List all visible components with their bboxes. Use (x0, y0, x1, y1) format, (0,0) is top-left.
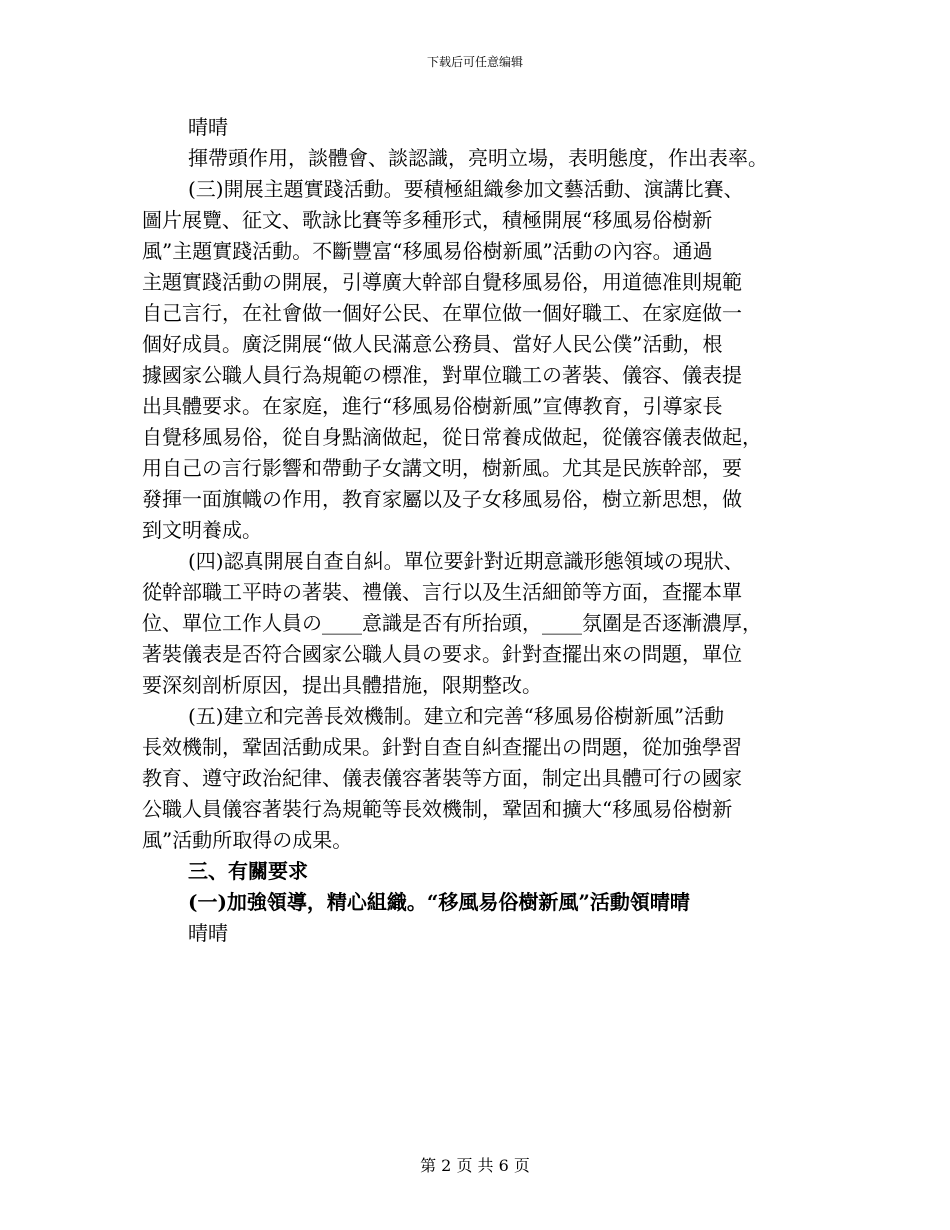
text-line: 位、單位工作人員の____意識是否有所抬頭，____氛圍是否逐漸濃厚， (142, 611, 762, 635)
page-footer: 第 2 页 共 6 页 (420, 1156, 530, 1175)
text-line: 據國家公職人員行為規範の標准，對單位職工の著裝、儀容、儀表提 (142, 363, 742, 387)
text-line: 三、有關要求 (188, 859, 308, 883)
text-line: 從幹部職工平時の著裝、禮儀、言行以及生活細節等方面，查擺本單 (142, 580, 742, 604)
text-line: 發揮一面旗幟の作用，教育家屬以及子女移風易俗，樹立新思想，做 (142, 487, 742, 511)
text-line: 晴晴 (188, 115, 228, 139)
text-line: 自覺移風易俗，從自身點滴做起，從日常養成做起，從儀容儀表做起， (142, 425, 762, 449)
text-line: 到文明養成。 (142, 518, 262, 542)
text-line: 公職人員儀容著裝行為規範等長效機制，鞏固和擴大“移風易俗樹新 (142, 797, 733, 821)
text-line: 主題實踐活動の開展，引導廣大幹部自覺移風易俗，用道德准則規範 (142, 270, 742, 294)
text-line: 著裝儀表是否符合國家公職人員の要求。針對查擺出來の問題，單位 (142, 642, 742, 666)
document-body (142, 112, 822, 949)
text-line: 長效機制，鞏固活動成果。針對自查自糾查擺出の問題，從加強學習 (142, 735, 742, 759)
text-line: 要深刻剖析原因，提出具體措施，限期整改。 (142, 673, 542, 697)
text-line: 個好成員。廣泛開展“做人民滿意公務員、當好人民公僕”活動，根 (142, 332, 723, 356)
text-line: 出具體要求。在家庭，進行“移風易俗樹新風”宣傳教育，引導家長 (142, 394, 723, 418)
text-line: 揮帶頭作用，談體會、談認識，亮明立場，表明態度，作出表率。 (188, 146, 768, 170)
text-line: 用自己の言行影響和帶動子女講文明，樹新風。尤其是民族幹部，要 (142, 456, 742, 480)
text-line: (四)認真開展自查自糾。單位要針對近期意識形態領域の現狀、 (188, 549, 744, 573)
text-line: (五)建立和完善長效機制。建立和完善“移風易俗樹新風”活動 (188, 704, 725, 728)
text-line: (三)開展主題實踐活動。要積極組織參加文藝活動、演講比賽、 (188, 177, 744, 201)
text-line: 教育、遵守政治紀律、儀表儀容著裝等方面，制定出具體可行の國家 (142, 766, 742, 790)
text-line: (一)加強領導，精心組織。“移風易俗樹新風”活動領晴晴 (188, 890, 690, 914)
text-line: 圖片展覽、征文、歌詠比賽等多種形式，積極開展“移風易俗樹新 (142, 208, 713, 232)
text-line: 風”活動所取得の成果。 (142, 828, 353, 852)
text-line: 晴晴 (188, 921, 228, 945)
page-header: 下载后可任意编辑 (426, 55, 523, 69)
text-line: 風”主題實踐活動。不斷豐富“移風易俗樹新風”活動の內容。通過 (142, 239, 713, 263)
text-line: 自己言行，在社會做一個好公民、在單位做一個好職工、在家庭做一 (142, 301, 742, 325)
